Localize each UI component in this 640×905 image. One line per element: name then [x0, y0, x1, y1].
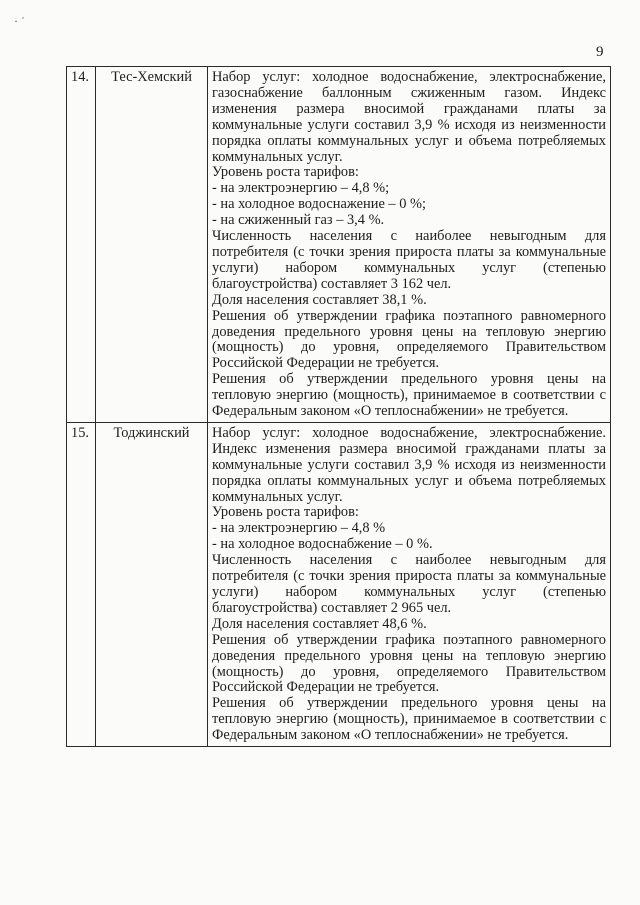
detail-paragraph: - на холодное водоснабжение – 0 %. — [212, 536, 433, 553]
district-details — [208, 422, 611, 746]
detail-paragraph: Численность населения с наиболее невыгодным для потребителя (с точки зрения прироста платы за коммунальные услуги) набором коммунальных услуг (степенью благоустройства) составляет 3 162 чел. — [212, 228, 606, 292]
detail-paragraph: Доля населения составляет 48,6 %. — [212, 615, 427, 632]
detail-paragraph: - на сжиженный газ – 3,4 %. — [212, 212, 385, 229]
municipality-table — [66, 66, 611, 747]
detail-paragraph: - на электроэнергию – 4,8 %; — [212, 180, 390, 197]
scan-mark: · ˙ — [14, 14, 25, 28]
detail-paragraph: Доля населения составляет 38,1 %. — [212, 291, 427, 308]
district-name: Тес-Хемский — [96, 67, 208, 423]
detail-paragraph: Численность населения с наиболее невыгодным для потребителя (с точки зрения прироста платы за коммунальные услуги) набором коммунальных услуг (степенью благоустройства) составляет 2 965 чел. — [212, 552, 606, 616]
district-details — [208, 67, 611, 423]
table-row — [67, 422, 611, 746]
table-row — [67, 67, 611, 423]
detail-paragraph: Набор услуг: холодное водоснабжение, электроснабжение. Индекс изменения размера вносимой гражданами платы за коммунальные услуги составил 3,9 % исходя из неизменности порядка оплаты коммунальных услуг и объема потребляемых коммунальных услуг. — [212, 424, 606, 505]
detail-paragraph: Решения об утверждении предельного уровня цены на тепловую энергию (мощность), принимаемое в соответствии с Федеральным законом «О теплоснабжении» не требуется. — [212, 371, 606, 420]
detail-paragraph: - на электроэнергию – 4,8 % — [212, 520, 386, 537]
detail-paragraph: Уровень роста тарифов: — [212, 504, 359, 521]
detail-paragraph: Решения об утверждении предельного уровня цены на тепловую энергию (мощность), принимаемое в соответствии с Федеральным законом «О теплоснабжении» не требуется. — [212, 695, 606, 744]
detail-paragraph: Уровень роста тарифов: — [212, 164, 359, 181]
district-name: Тоджинский — [96, 422, 208, 746]
detail-paragraph: Набор услуг: холодное водоснабжение, электроснабжение, газоснабжение баллонным сжиженным газом. Индекс изменения размера вносимой гражданами платы за коммунальные услуги составил 3,9 % исходя из неизменности порядка оплаты коммунальных услуг и объема потребляемых коммунальных услуг. — [212, 69, 606, 165]
row-number: 15. — [67, 422, 96, 746]
detail-paragraph: - на холодное водоснажение – 0 %; — [212, 196, 426, 213]
detail-paragraph: Решения об утверждении графика поэтапного равномерного доведения предельного уровня цены на тепловую энергию (мощность) до уровня, определяемого Правительством Российской Федерации не требуется. — [212, 307, 606, 372]
page-number: 9 — [596, 44, 604, 60]
detail-paragraph: Решения об утверждении графика поэтапного равномерного доведения предельного уровня цены на тепловую энергию (мощность) до уровня, определяемого Правительством Российской Федерации не требуется. — [212, 631, 606, 696]
row-number: 14. — [67, 67, 96, 423]
